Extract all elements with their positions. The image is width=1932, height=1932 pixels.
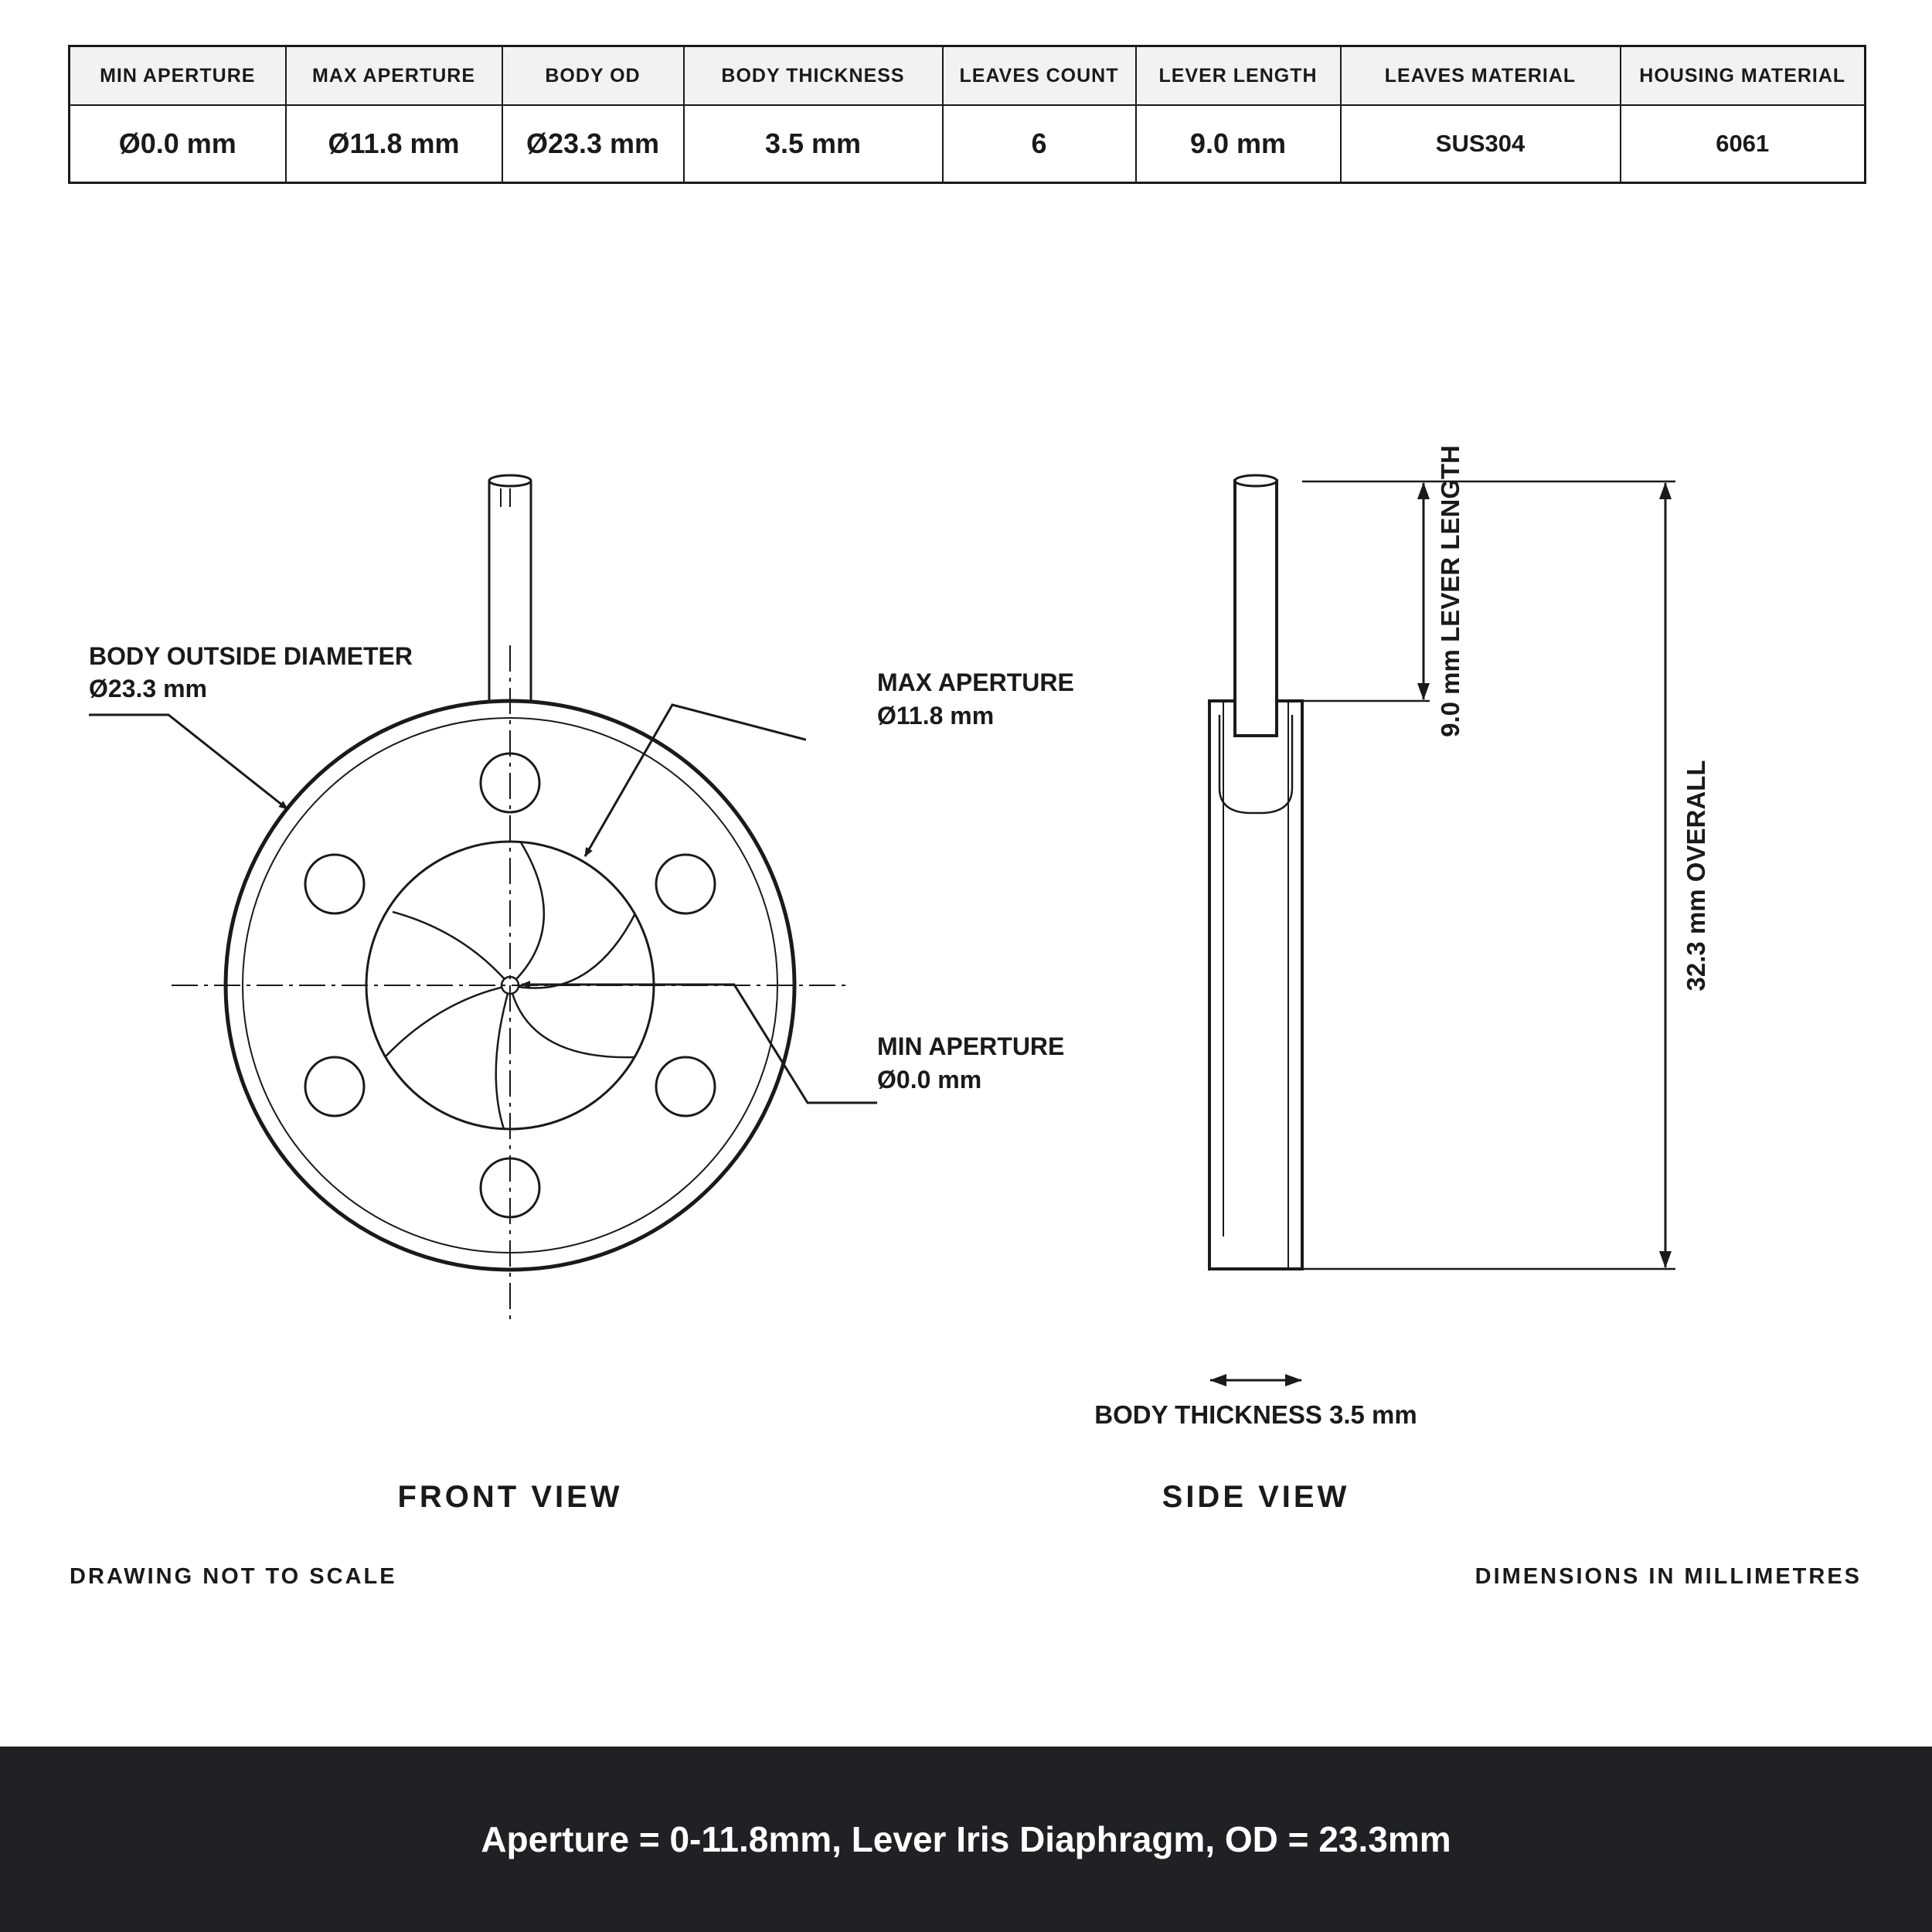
spec-value-lever-length: 9.0 mm <box>1136 105 1341 183</box>
spec-value-min-aperture: Ø0.0 mm <box>70 105 286 183</box>
footer-caption: Aperture = 0-11.8mm, Lever Iris Diaphragm, OD = 23.3mm <box>481 1819 1451 1859</box>
body-thickness-label: BODY THICKNESS 3.5 mm <box>1094 1400 1417 1429</box>
spec-value-body-thickness: 3.5 mm <box>684 105 943 183</box>
body-od-value: Ø23.3 mm <box>89 675 207 702</box>
spec-value-max-aperture: Ø11.8 mm <box>286 105 502 183</box>
spec-header-housing-material: HOUSING MATERIAL <box>1621 46 1866 106</box>
side-view-labels <box>1094 445 1710 1514</box>
footer-bar <box>0 1747 1932 1932</box>
side-lever <box>1235 475 1277 736</box>
lever-length-label: 9.0 mm LEVER LENGTH <box>1436 445 1464 737</box>
spec-header-leaves-count: LEAVES COUNT <box>943 46 1136 106</box>
min-aperture-value: Ø0.0 mm <box>877 1066 982 1094</box>
not-to-scale-note: DRAWING NOT TO SCALE <box>70 1564 397 1589</box>
front-view-title: FRONT VIEW <box>397 1480 623 1514</box>
spec-value-housing-material: 6061 <box>1621 105 1866 183</box>
spec-header-max-aperture: MAX APERTURE <box>286 46 502 106</box>
max-aperture-value: Ø11.8 mm <box>877 702 995 730</box>
spec-header-lever-length: LEVER LENGTH <box>1136 46 1341 106</box>
spec-value-leaves-material: SUS304 <box>1341 105 1621 183</box>
body-od-leader <box>89 715 287 809</box>
min-aperture-label: MIN APERTURE <box>877 1032 1065 1060</box>
overall-label: 32.3 mm OVERALL <box>1682 760 1710 992</box>
spec-value-body-od: Ø23.3 mm <box>502 105 684 183</box>
front-view <box>89 475 877 1325</box>
units-note: DIMENSIONS IN MILLIMETRES <box>1475 1564 1862 1589</box>
spec-header-body-thickness: BODY THICKNESS <box>684 46 943 106</box>
spec-value-leaves-count: 6 <box>943 105 1136 183</box>
spec-header-min-aperture: MIN APERTURE <box>70 46 286 106</box>
spec-header-leaves-material: LEAVES MATERIAL <box>1341 46 1621 106</box>
side-view-title: SIDE VIEW <box>1162 1480 1350 1514</box>
max-aperture-label: MAX APERTURE <box>877 668 1074 696</box>
body-od-label: BODY OUTSIDE DIAMETER <box>89 642 413 670</box>
spec-header-body-od: BODY OD <box>502 46 684 106</box>
